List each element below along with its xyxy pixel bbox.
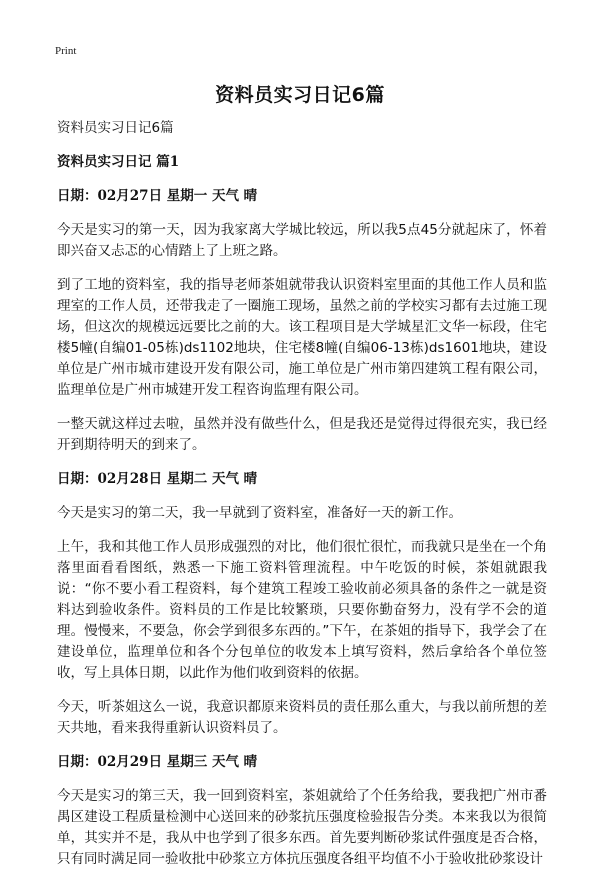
document-subtitle: 资料员实习日记6篇 bbox=[57, 120, 174, 136]
entry-date-heading: 日期：02月28日 星期二 天气 晴 bbox=[57, 471, 258, 487]
diary-entry-1 bbox=[57, 186, 547, 456]
section-heading: 资料员实习日记 篇1 bbox=[57, 154, 180, 170]
entry-date-heading: 日期：02月27日 星期一 天气 晴 bbox=[57, 188, 258, 204]
entry-paragraph: 上午，我和其他工作人员形成强烈的对比，他们很忙很忙，而我就只是坐在一个角落里面看看图纸，熟悉一下施工资料管理流程。中午吃饭的时候，茶姐就跟我说：“你不要小看工程资料，每个建筑工程竣工验收前必须具备的条件之一就是资料达到验收条件。资料员的工作是比较繁琐，只要你勤奋努力，没有学不会的道理。慢慢来，不要急，你会学到很多东西的。”下午，在茶姐的指导下，我学会了在建设单位，监理单位和各个分包单位的收发本上填写资料，然后拿给各个单位签收，写上具体日期，以此作为他们收到资料的依据。 bbox=[57, 539, 547, 681]
entry-paragraph: 今天是实习的第三天，我一回到资料室，茶姐就给了个任务给我，要我把广州市番禺区建设工程质量检测中心送回来的砂浆抗压强度检验报告分类。本来我以为很简单，其实并不是，我从中也学到了很多东西。首先要判断砂浆试件强度是否合格，只有同时满足同一验收批中砂浆立方体抗压强度各组平均值不小于验收批砂浆设计 bbox=[57, 788, 547, 867]
entry-paragraph: 今天是实习的第二天，我一早就到了资料室，准备好一天的新工作。 bbox=[57, 505, 462, 521]
entry-paragraph: 今天是实习的第一天，因为我家离大学城比较远，所以我5点45分就起床了，怀着即兴奋又忐忑的心情踏上了上班之路。 bbox=[57, 222, 547, 259]
print-label: Print bbox=[55, 45, 77, 57]
document-body bbox=[57, 118, 547, 883]
entry-paragraph: 今天，听茶姐这么一说，我意识都原来资料员的责任那么重大，与我以前所想的差天共地，看来我得重新认识资料员了。 bbox=[57, 699, 547, 736]
diary-entry-3 bbox=[57, 752, 547, 870]
document-title: 资料员实习日记6篇 bbox=[215, 84, 385, 106]
entry-date-heading: 日期：02月29日 星期三 天气 晴 bbox=[57, 754, 258, 770]
entry-paragraph: 一整天就这样过去啦，虽然并没有做些什么，但是我还是觉得过得很充实，我已经开到期待明天的到来了。 bbox=[57, 416, 547, 453]
entry-paragraph: 到了工地的资料室，我的指导老师茶姐就带我认识资料室里面的其他工作人员和监理室的工作人员，还带我走了一圈施工现场，虽然之前的学校实习都有去过施工现场，但这次的规模远远要比之前的大。该工程项目是大学城星汇文华一标段，住宅楼5幢(自编01-05栋)ds1102地块，住宅楼8幢(自编06-13栋)ds1601地块，建设单位是广州市城市建设开发有限公司，施工单位是广州市第四建筑工程有限公司，监理单位是广州市城建开发工程咨询监理有限公司。 bbox=[57, 277, 547, 398]
diary-entry-2 bbox=[57, 469, 547, 739]
